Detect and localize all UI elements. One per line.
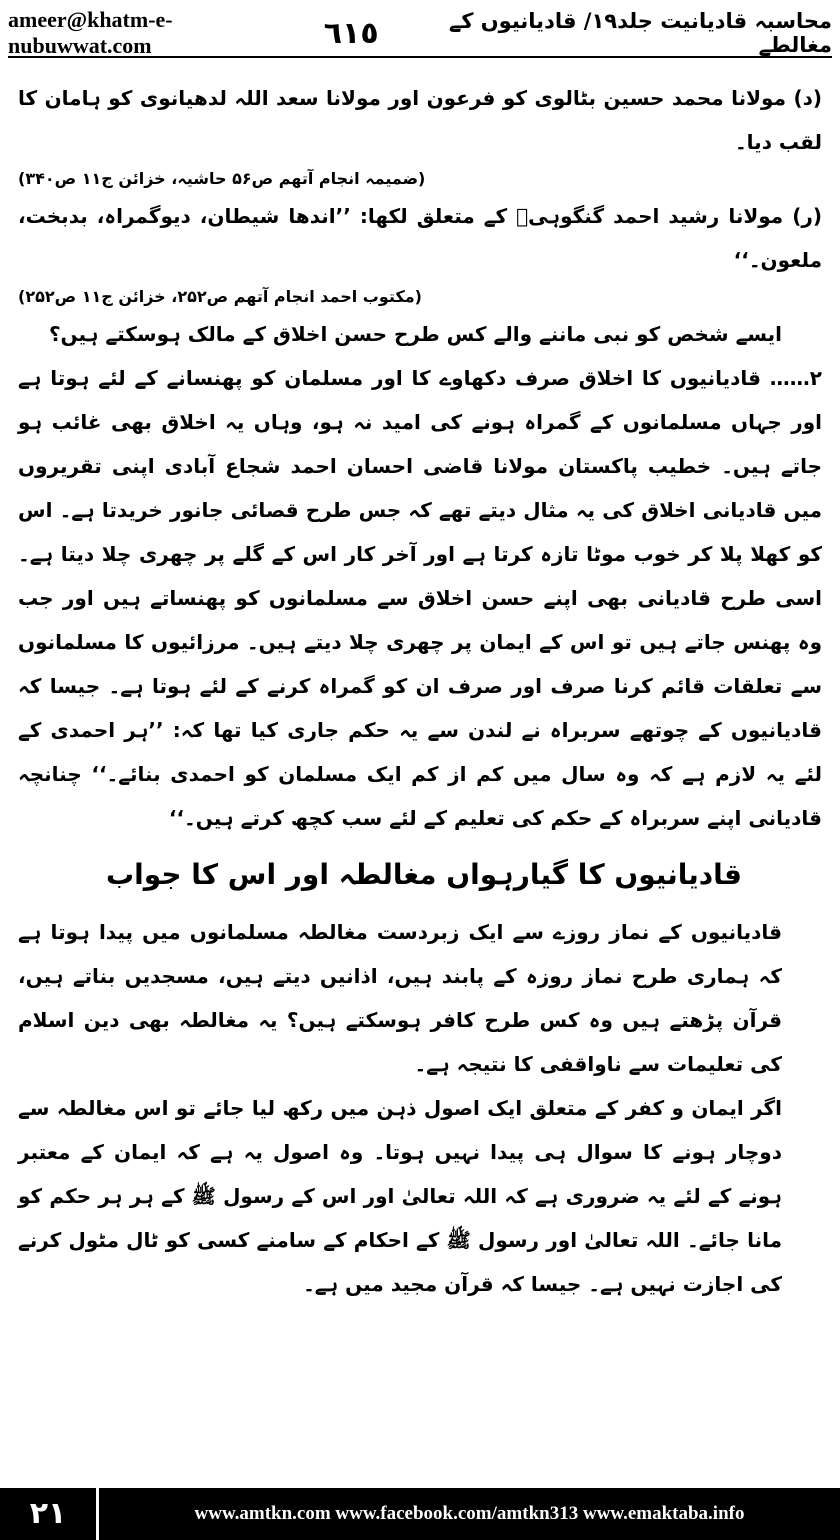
header-email: ameer@khatm-e-nubuwwat.com [8,7,173,58]
page-footer [0,1488,840,1540]
paragraph-question: ایسے شخص کو نبی ماننے والے کس طرح حسن اخلاق کے مالک ہوسکتے ہیں؟ [48,322,782,346]
paragraph-d: (د) مولانا محمد حسین بٹالوی کو فرعون اور مولانا سعد اللہ لدھیانوی کو ہامان کا لقب دیا۔ [18,86,822,154]
paragraph-2: ۲…… قادیانیوں کا اخلاق صرف دکھاوے کا اور مسلمان کو پھنسانے کے لئے ہوتا ہے اور جہاں مسلمانوں کے گمراہ ہونے کی امید نہ ہو، وہاں یہ اخلاق بھی غائب ہو جاتے ہیں۔ خطیب پاکستان مولانا قاضی احسان احمد شجاع آبادی اپنی تقریروں میں قادیانی اخلاق کی یہ مثال دیتے تھے کہ جس طرح قصائی جانور خریدتا ہے۔ اس کو کھلا پلا کر خوب موٹا تازہ کرتا ہے اور آخر کار اس کے گلے پر چھری چلا دیتا ہے۔ اسی طرح قادیانی بھی اپنے حسن اخلاق سے مسلمانوں کو پھنساتے ہیں اور جب وہ پھنس جاتے ہیں تو اس کے ایمان پر چھری چلا دیتے ہیں۔ مرزائیوں کا مسلمانوں سے تعلقات قائم کرنا صرف اور صرف ان کو گمراہ کرنے کے لئے ہوتا ہے۔ جیسا کہ قادیانیوں کے چوتھے سربراہ نے لندن سے یہ حکم جاری کیا تھا کہ: ’’ہر احمدی کے لئے یہ لازم ہے کہ وہ سال میں کم از کم ایک مسلمان کو احمدی بنائے۔‘‘ چنانچہ قادیانی اپنے سربراہ کے حکم کی تعلیم کے لئے سب کچھ کرتے ہیں۔‘‘ [18,366,822,830]
page-body [18,76,822,1464]
header-page-number: ٦١٥ [323,15,379,51]
reference-2: (مکتوب احمد انجام آتھم ص۲۵۲، خزائن ج۱۱ ص۲۵۲) [18,287,422,306]
paragraph-after-2: اگر ایمان و کفر کے متعلق ایک اصول ذہن میں رکھ لیا جائے تو اس مغالطہ سے دوچار ہونے کا سوال ہی پیدا نہیں ہوتا۔ وہ اصول یہ ہے کہ ایمان کے معتبر ہونے کے لئے یہ ضروری ہے کہ اللہ تعالیٰ اور اس کے رسول ﷺ کے ہر ہر حکم کو مانا جائے۔ اللہ تعالیٰ اور رسول ﷺ کے احکام کے سامنے کسی کو ٹال مٹول کرنے کی اجازت نہیں ہے۔ جیسا کہ قرآن مجید میں ہے۔ [18,1096,782,1296]
header-running-title: محاسبہ قادیانیت جلد۱۹/ قادیانیوں کے مغالطے [448,9,832,57]
section-heading: قادیانیوں کا گیارہواں مغالطہ اور اس کا جواب [106,858,742,891]
header-left-group [8,7,379,59]
reference-1: (ضمیمہ انجام آتھم ص۵۶ حاشیہ، خزائن ج۱۱ ص۳۴۰) [18,169,426,188]
page-header [8,7,832,58]
paragraph-r: (ر) مولانا رشید احمد گنگوہیؒ کے متعلق لکھا: ’’اندھا شیطان، دیوگمراہ، بدبخت، ملعون۔‘‘ [18,204,822,272]
footer-page-number: ۲۱ [0,1488,99,1540]
footer-links: www.amtkn.com www.facebook.com/amtkn313 www.emaktaba.info [194,1503,745,1524]
paragraph-after-1: قادیانیوں کے نماز روزے سے ایک زبردست مغالطہ مسلمانوں میں پیدا ہوتا ہے کہ ہماری طرح نماز روزہ کے پابند ہیں، اذانیں دیتے ہیں، مسجدیں بناتے ہیں، قرآن پڑھتے ہیں وہ کس طرح کافر ہوسکتے ہیں؟ یہ مغالطہ بھی دین اسلام کی تعلیمات سے ناواقفی کا نتیجہ ہے۔ [18,920,782,1076]
